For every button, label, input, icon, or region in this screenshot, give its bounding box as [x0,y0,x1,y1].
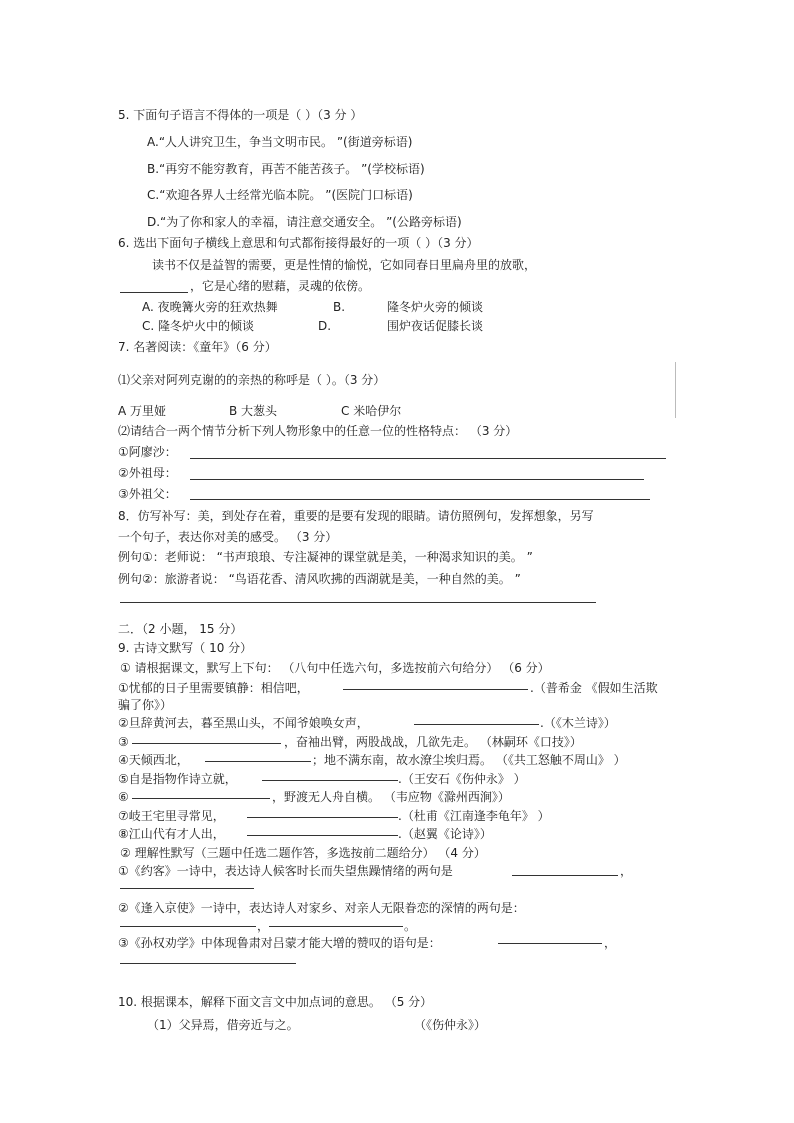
q10-item1: （1）父异焉，借旁近与之。 [147,1018,299,1032]
q9-comp2-blank-a[interactable] [120,926,256,927]
q9-line7-source: .（杜甫《江南逢李龟年》 ） [398,809,550,823]
q9-line1-source: .（普希金 《假如生活欺 [530,681,658,695]
q6-passage-line2: ，它是心绪的慰藉，灵魂的依傍。 [190,279,371,293]
q9-line3-text: ，奋袖出臂，两股战战，几欲先走。 （林嗣环《口技》） [284,735,582,749]
q8-example-1: 例句①：老师说： “书声琅琅、专注凝神的课堂就是美，一种渴求知识的美。 ” [118,550,533,564]
q9-comp2-prompt: ②《逢入京使》一诗中，表达诗人对家乡、对亲人无限眷恋的深情的两句是： [118,901,525,915]
q9-comp2-period: 。 [404,919,417,933]
q6-stem: 6. 选出下面句子横线上意思和句式都衔接得最好的一项（ ）（3 分） [118,236,479,250]
q9-line2-blank[interactable] [414,724,539,725]
q9-line6-blank[interactable] [132,798,270,799]
q9-comp3-comma: ， [604,936,617,950]
q9-line8-source: .（赵翼《论诗》） [398,827,492,841]
q9-comp3-blank-b[interactable] [120,963,296,964]
q6-passage-line1: 读书不仅是益智的需要，更是性情的愉悦，它如同春日里扁舟里的放歌， [152,258,537,272]
q9-comp1-comma: ， [620,864,633,878]
q9-line3-prefix: ③ [118,735,129,749]
q5-option-b: B.“再穷不能穷教育，再苦不能苦孩子。 ”(学校标语) [147,162,425,176]
q6-option-a: A. 夜晚篝火旁的狂欢热舞 [142,300,278,314]
q9-line4-text: ；地不满东南，故水潦尘埃归焉。 （《共工怒触不周山》 ） [312,753,626,767]
q9-line7-blank[interactable] [247,817,398,818]
q9-comp1-blank-b[interactable] [120,888,254,889]
q7-sub2: ⑵请结合一两个情节分析下列人物形象中的任意一位的性格特点： （3 分） [118,424,518,438]
q5-option-a: A.“人人讲究卫生，争当文明市民。 ”(街道旁标语) [147,135,413,149]
q7-answer-line-1[interactable] [190,458,666,459]
q9-comp3-blank-a[interactable] [498,943,602,944]
q9-line4-prompt: ④天倾西北， [118,753,189,767]
q9-comp3-prompt: ③《孙权劝学》中体现鲁肃对吕蒙才能大增的赞叹的语句是： [118,936,441,950]
q7-person-3: ③外祖父： [118,487,177,501]
q9-line6-text: ，野渡无人舟自横。 （韦应物《滁州西涧》） [272,790,510,804]
q6-option-b-letter: B. [333,300,346,314]
q9-part2-stem: ② 理解性默写（三题中任选二题作答，多选按前二题给分） （4 分） [120,846,486,860]
scan-edge-line [675,362,676,418]
q7-person-1: ①阿廖沙： [118,445,177,459]
q9-line1-source-cont: 骗了你》） [118,698,173,712]
q9-line2-source: .（《木兰诗》） [540,716,616,730]
q5-option-c: C.“欢迎各界人士经常光临本院。 ”(医院门口标语) [147,188,413,202]
q8-line2: 一个句子，表达你对美的感受。 （3 分） [118,530,338,544]
q5-stem: 5. 下面句子语言不得体的一项是（ ）（3 分 ） [118,108,363,122]
q9-line4-blank[interactable] [205,761,311,762]
q9-line3-blank[interactable] [132,743,281,744]
q9-line5-prompt: ⑤自是指物作诗立就， [118,772,237,786]
q7-sub1: ⑴父亲对阿列克谢的的亲热的称呼是（ ）。（3 分） [118,373,386,387]
q9-line7-prompt: ⑦岐王宅里寻常见， [118,809,225,823]
q9-line5-blank[interactable] [262,780,398,781]
q9-line2-prompt: ②旦辞黄河去，暮至黑山头，不闻爷娘唤女声， [118,716,369,730]
q9-part1-stem: ① 请根据课文，默写上下句： （八句中任选六句，多选按前六句给分） （6 分） [120,661,550,675]
q10-stem: 10. 根据课本，解释下面文言文中加点词的意思。 （5 分） [118,995,433,1009]
q9-line1-prompt: ①忧郁的日子里需要镇静：相信吧， [118,681,309,695]
q9-line1-blank[interactable] [343,689,528,690]
q9-comp2-blank-b[interactable] [269,926,403,927]
q6-answer-blank[interactable] [120,292,188,293]
q7-option-c: C 米哈伊尔 [341,404,402,418]
q8-line1: 8．仿写补写：美，到处存在着，重要的是要有发现的眼睛。请仿照例句，发挥想象，另写 [118,509,594,523]
q9-line8-prompt: ⑧江山代有才人出， [118,827,225,841]
q9-stem: 9. 古诗文默写（ 10 分） [118,641,253,655]
q7-stem: 7. 名著阅读：《童年》（6 分） [118,340,277,354]
q6-option-b-text: 隆冬炉火旁的倾谈 [387,300,484,314]
q7-answer-line-2[interactable] [190,479,644,480]
q9-comp1-blank-a[interactable] [512,875,618,876]
q9-line5-source: .（王安石《伤仲永》 ） [398,772,526,786]
q6-option-d-letter: D. [318,319,332,333]
q7-option-b: B 大葱头 [229,404,278,418]
q8-answer-line[interactable] [120,602,596,603]
q6-option-d-text: 围炉夜话促膝长谈 [387,319,484,333]
q7-answer-line-3[interactable] [190,499,650,500]
q8-example-2: 例句②：旅游者说： “鸟语花香、清风吹拂的西湖就是美，一种自然的美。 ” [118,572,521,586]
q10-item1-source: （《伤仲永》） [414,1018,487,1032]
q5-option-d: D.“为了你和家人的幸福，请注意交通安全。 ”(公路旁标语) [147,215,462,229]
q9-line6-prefix: ⑥ [118,790,129,804]
q7-person-2: ②外祖母： [118,466,177,480]
section-2-title: 二．（2 小题， 15 分） [118,622,243,636]
q7-option-a: A 万里娅 [118,404,167,418]
q9-comp1-prompt: ①《约客》一诗中，表达诗人候客时长而失望焦躁情绪的两句是 [118,864,453,878]
q9-comp2-comma: ， [257,919,270,933]
q6-option-c: C. 隆冬炉火中的倾谈 [142,319,255,333]
q9-line8-blank[interactable] [247,835,398,836]
